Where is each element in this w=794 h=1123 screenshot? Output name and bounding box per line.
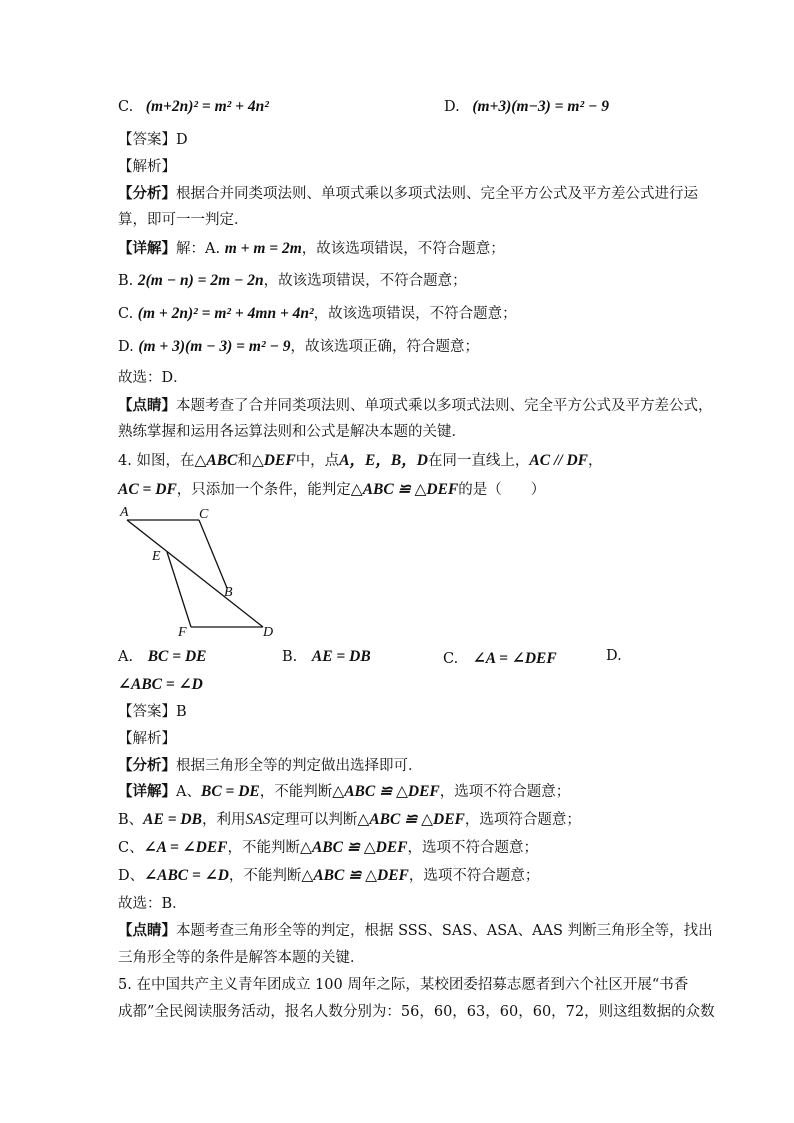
q3-fenxi-cont: 算，即可一一判定．: [118, 212, 249, 228]
q4-option-c: C. ∠A = ∠DEF: [443, 650, 557, 667]
q4-option-b: B. AE = DB: [282, 648, 371, 665]
q3-dianjing: 【点睛】本题考查了合并同类项法则、单项式乘以多项式法则、完全平方公式及平方差公式，: [118, 397, 713, 414]
q3-fenxi: 【分析】根据合并同类项法则、单项式乘以多项式法则、完全平方公式及平方差公式进行运: [118, 185, 698, 202]
option-expression: (m+3)(m−3) = m² − 9: [472, 98, 609, 115]
q4-option-a: A. BC = DE: [118, 648, 207, 665]
q4-detail-c: C、∠A = ∠DEF，不能判断△ABC ≌ △DEF，选项不符合题意；: [118, 839, 538, 856]
q4-analysis-heading: 【解析】: [118, 731, 176, 747]
q4-detail-a: 【详解】A、BC = DE，不能判断△ABC ≌ △DEF，选项不符合题意；: [118, 783, 571, 800]
q3-detail-a: 【详解】解：A. m + m = 2m，故该选项错误，不符合题意；: [118, 240, 505, 257]
q4-detail-b: B、AE = DB，利用SAS定理可以判断△ABC ≌ △DEF，选项符合题意；: [118, 811, 581, 828]
label-a: A: [120, 505, 129, 520]
segment-ad: [127, 520, 263, 627]
q4-answer: 【答案】B: [118, 704, 187, 720]
q3-dianjing-cont: 熟练掌握和运用各运算法则和公式是解决本题的关键．: [118, 424, 466, 440]
q4-stem-line1: 4. 如图，在△ABC和△DEF中，点A，E，B，D在同一直线上，AC // DF，: [118, 452, 603, 469]
q4-figure: [115, 500, 285, 640]
option-expression: (m+2n)² = m² + 4n²: [145, 98, 269, 115]
q3-detail-b: B. 2(m − n) = 2m − 2n，故该选项错误，不符合题意；: [118, 272, 467, 289]
q3-detail-c: C. (m + 2n)² = m² + 4mn + 4n²，故该选项错误，不符合题意；: [118, 305, 517, 322]
q5-stem-line1: 5. 在中国共产主义青年团成立 100 周年之际，某校团委招募志愿者到六个社区开展“书香: [118, 977, 689, 993]
segment-cb: [199, 520, 227, 588]
q3-answer: 【答案】D: [118, 132, 188, 148]
q4-choose: 故选：B．: [118, 896, 187, 912]
q4-dianjing-cont: 三角形全等的条件是解答本题的关键．: [118, 950, 365, 966]
segment-ef: [167, 552, 191, 627]
option-label: D.: [444, 99, 460, 115]
label-e: E: [152, 549, 161, 564]
q3-option-c: [118, 98, 269, 116]
q4-option-d-expr: ∠ABC = ∠D: [118, 676, 203, 693]
q3-detail-d: D. (m + 3)(m − 3) = m² − 9，故该选项正确，符合题意；: [118, 338, 479, 355]
q3-analysis-heading: 【解析】: [118, 159, 176, 175]
q3-option-d: [444, 98, 609, 116]
q5-stem-line2: 成都”全民阅读服务活动，报名人数分别为：56，60，63，60，60，72，则这组数据的众数: [118, 1004, 715, 1020]
option-label: C.: [118, 99, 134, 115]
label-f: F: [178, 625, 187, 640]
q4-stem-line2: AC = DF，只添加一个条件，能判定△ABC ≌ △DEF的是（ ）: [118, 481, 546, 498]
label-b: B: [224, 585, 233, 600]
label-d: D: [263, 625, 274, 640]
q4-fenxi: 【分析】根据三角形全等的判定做出选择即可．: [118, 757, 423, 774]
q4-detail-d: D、∠ABC = ∠D，不能判断△ABC ≌ △DEF，选项不符合题意；: [118, 867, 540, 884]
q4-dianjing: 【点睛】本题考查三角形全等的判定，根据 SSS、SAS、ASA、AAS 判断三角形全等，找出: [118, 922, 713, 939]
label-c: C: [199, 507, 209, 522]
q3-choose: 故选：D．: [118, 370, 188, 386]
q4-option-d-label: D.: [606, 648, 622, 664]
